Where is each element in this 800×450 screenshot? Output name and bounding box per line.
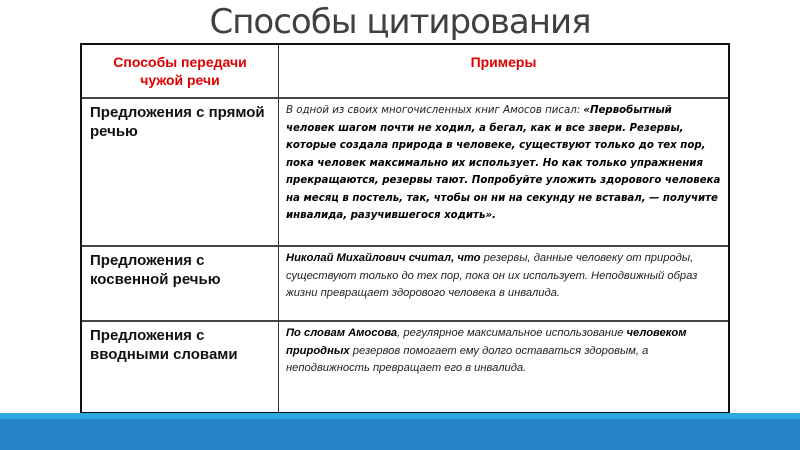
example-text-segment: резервы, данные человеку от природы, существуют только до тех пор, пока он их использует. Неподвижный образ жизни превращает здорового человека в инвалида.: [286, 252, 698, 299]
header-examples: Примеры: [470, 54, 537, 70]
example-cell: [279, 320, 728, 412]
example-text-segment: человеком природных: [286, 327, 687, 357]
method-cell: Предложения с прямой речью: [82, 97, 279, 245]
example-cell: [279, 245, 728, 320]
example-text-segment: резервов помогает ему долго оставаться здоровым, а неподвижность превращает его в инвалида.: [286, 344, 649, 374]
header-methods: Способы передачи чужой речи: [82, 45, 279, 97]
table-header-row: [82, 45, 728, 99]
slide-title: Способы цитирования: [209, 2, 591, 42]
example-text-segment: , регулярное максимальное использование: [397, 327, 627, 339]
table-row: [82, 245, 728, 322]
method-cell: Предложения с вводными словами: [82, 320, 279, 412]
example-cell: [279, 97, 728, 245]
example-text-segment: По словам Амосова: [286, 327, 398, 339]
example-text-segment: В одной из своих многочисленных книг Амосов писал:: [286, 105, 584, 116]
method-cell: Предложения с косвенной речью: [82, 245, 279, 320]
example-text-segment: Николай Михайлович считал, что: [286, 252, 481, 264]
footer-bar: [0, 419, 800, 450]
citation-methods-table: [80, 43, 730, 414]
table-row: [82, 320, 728, 412]
example-text-segment: «Первобытный человек шагом почти не ходил, а бегал, как и все звери. Резервы, которые создала природа в человеке, существуют только до тех пор, пока человек максимально их использует. Но как только упражнения прекращаются, резервы тают. Попробуйте уложить здорового человека на месяц в постель, так, чтобы он ни на секунду не вставал, — получите инвалида, разучившегося ходить».: [286, 105, 721, 221]
table-row: [82, 97, 728, 247]
